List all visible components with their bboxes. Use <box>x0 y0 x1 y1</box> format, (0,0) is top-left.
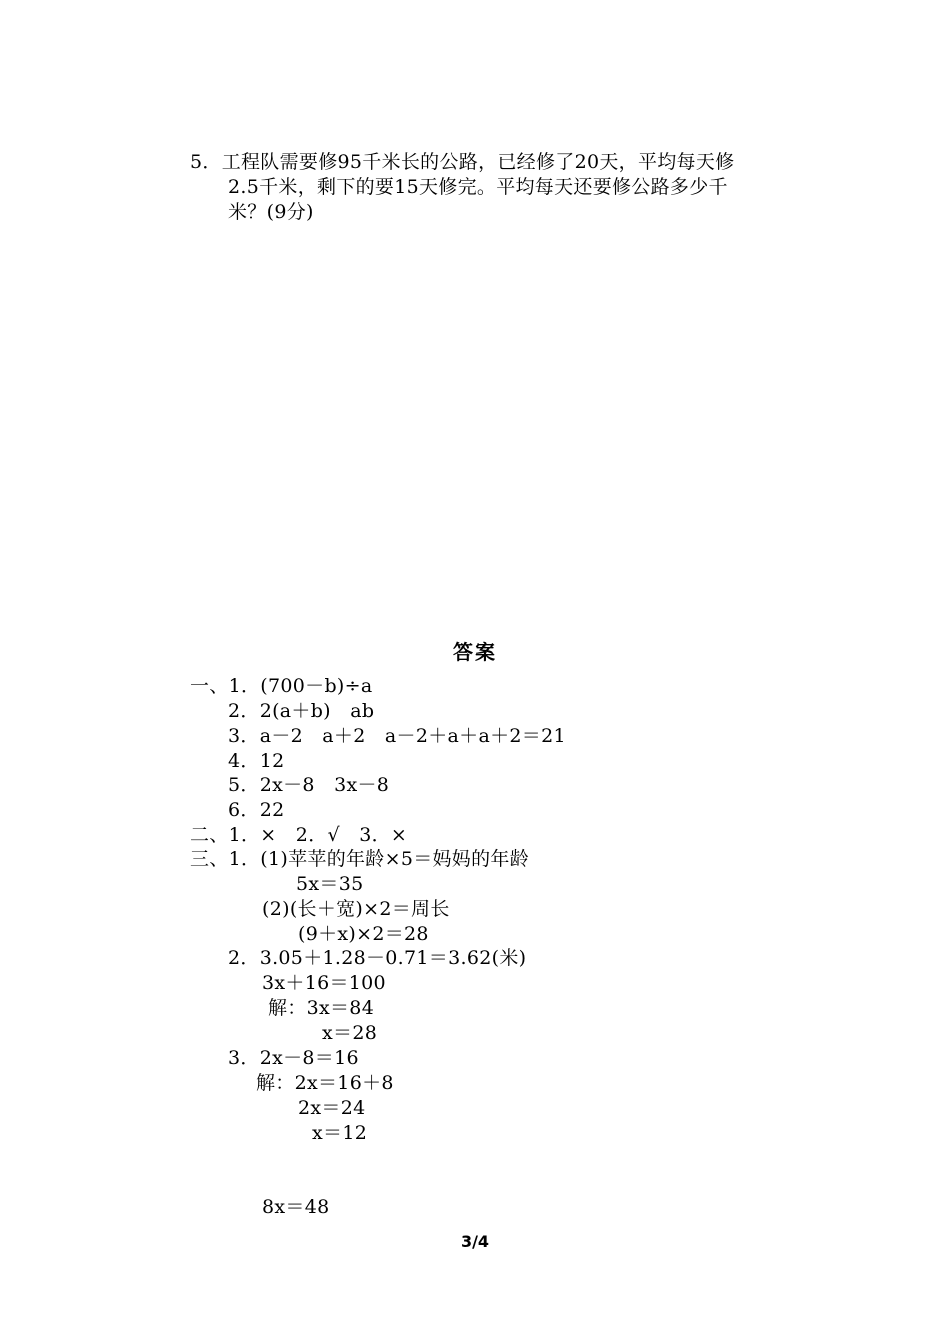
answer-line: 2．2(a＋b) ab <box>228 700 375 722</box>
page-number: 3/4 <box>460 1232 490 1251</box>
answer-line: 3x＋16＝100 <box>262 972 386 994</box>
answer-line: 8x＝48 <box>262 1196 330 1218</box>
answer-line: (9＋x)×2＝28 <box>298 923 429 945</box>
answer-line: 2．3.05＋1.28－0.71＝3.62(米) <box>228 947 527 969</box>
answer-line: 6．22 <box>228 799 285 821</box>
answer-line: 一、1．(700－b)÷a <box>190 675 373 697</box>
question-5-line-3: 米？(9分) <box>228 201 314 223</box>
answers-title: 答案 <box>453 640 497 664</box>
answer-line: 三、1．(1)苹苹的年龄×5＝妈妈的年龄 <box>190 848 530 870</box>
answer-line: 二、1．× 2．√ 3．× <box>190 824 408 846</box>
question-5-line-1: 5．工程队需要修95千米长的公路，已经修了20天，平均每天修 <box>190 151 735 173</box>
answer-line: (2)(长＋宽)×2＝周长 <box>262 898 450 920</box>
question-5-line-2: 2.5千米，剩下的要15天修完。平均每天还要修公路多少千 <box>228 176 728 198</box>
answer-line: 解：3x＝84 <box>268 997 375 1019</box>
answer-line: x＝12 <box>312 1122 368 1144</box>
answer-line: x＝28 <box>322 1022 378 1044</box>
answer-line: 5x＝35 <box>296 873 364 895</box>
answer-line: 3．a－2 a＋2 a－2＋a＋a＋2＝21 <box>228 725 566 747</box>
answer-line: 2x＝24 <box>298 1097 366 1119</box>
answer-line: 5．2x－8 3x－8 <box>228 774 390 796</box>
answer-line: 4．12 <box>228 750 285 772</box>
answer-line: 3．2x－8＝16 <box>228 1047 359 1069</box>
answer-line: 解：2x＝16＋8 <box>256 1072 394 1094</box>
